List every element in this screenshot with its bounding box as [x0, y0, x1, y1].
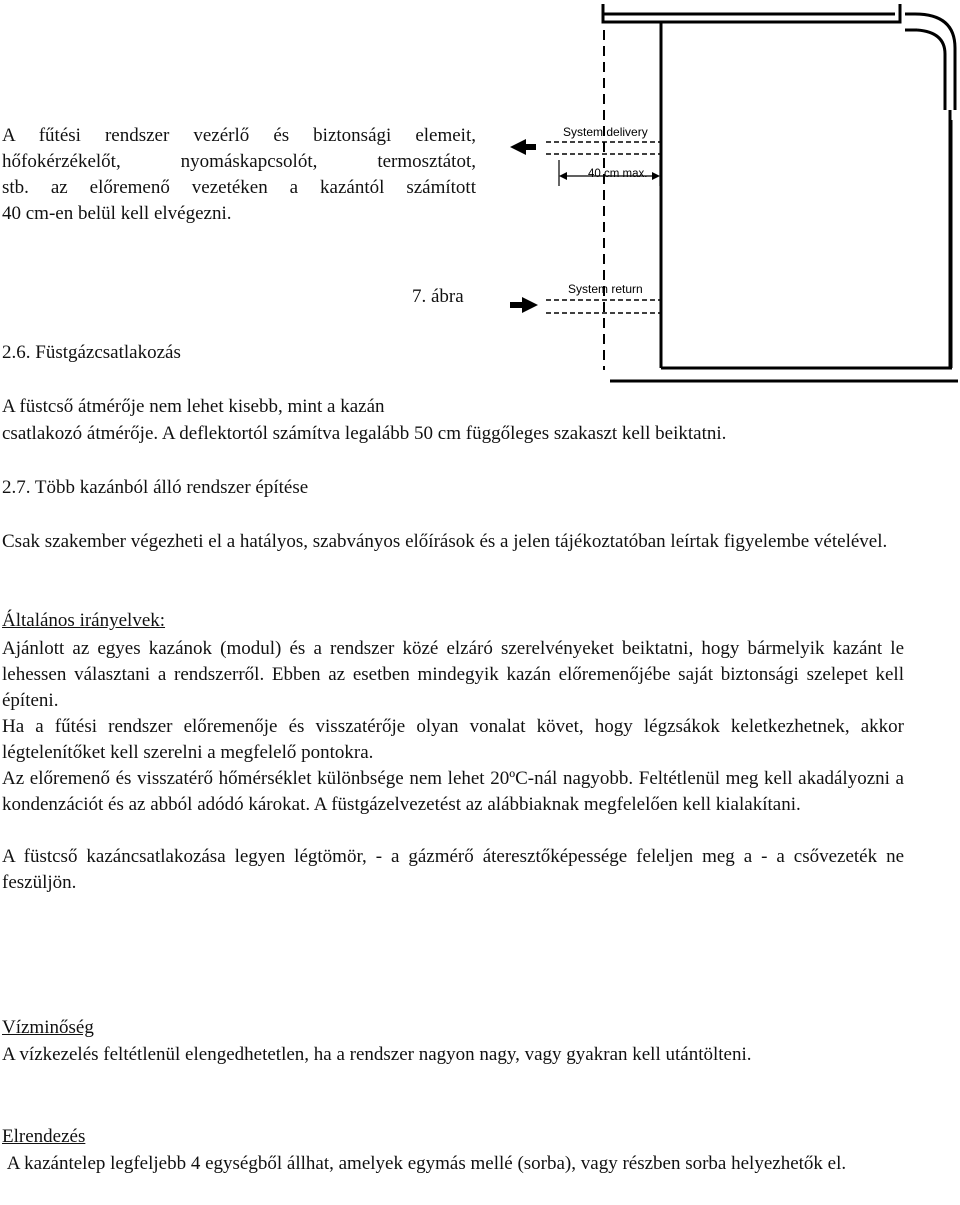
section-2-6-line: csatlakozó átmérője. A deflektortól számítva legalább 50 cm függőleges szakaszt kell beiktatni. [2, 423, 727, 444]
intro-paragraph [2, 123, 476, 227]
section-2-7-intro: Csak szakember végezheti el a hatályos, szabványos előírások és a jelen tájékoztatóban leírtak figyelembe vételével. [2, 531, 888, 552]
guideline-paragraph: A füstcső kazáncsatlakozása legyen légtömör, - a gázmérő áteresztőképessége feleljen meg a - a csővezeték ne feszüljön. [2, 846, 904, 893]
section-2-6-heading: 2.6. Füstgázcsatlakozás [2, 342, 181, 363]
boiler-connection-diagram [500, 0, 960, 384]
arrow-right-icon [510, 297, 538, 313]
system-return-label: System return [568, 282, 643, 296]
intro-line: 40 cm-en belül kell elvégezni. [2, 203, 232, 224]
guideline-paragraph: Ajánlott az egyes kazánok (modul) és a rendszer közé elzáró szerelvényeket beiktatni, hogy bármelyik kazánt le lehessen választani a rendszerről. Ebben az esetben mindegyik kazán előremenőjébe saját biztonsági szelepet kell építeni. [2, 638, 904, 711]
guidelines-title: Általános irányelvek: [2, 610, 166, 631]
intro-line: A fűtési rendszer vezérlő és biztonsági elemeit, [2, 125, 476, 146]
water-quality-title: Vízminőség [2, 1017, 94, 1038]
boiler-body [661, 22, 952, 368]
layout-text: A kazántelep legfeljebb 4 egységből állhat, amelyek egymás mellé (sorba), vagy részben sorba helyezhetők el. [2, 1153, 847, 1174]
distance-label: 40 cm max. [588, 168, 648, 180]
guideline-paragraph: Ha a fűtési rendszer előremenője és visszatérője olyan vonalat követ, hogy légzsákok keletkezhetnek, akkor légtelenítőket kell szerelni a megfelelő pontokra. [2, 716, 904, 763]
guidelines-body [2, 636, 904, 896]
guideline-paragraph: Az előremenő és visszatérő hőmérséklet különbsége nem lehet 20ºC-nál nagyobb. Feltétlenül meg kell akadályozni a kondenzációt és az abból adódó károkat. A füstgázelvezetést az alábbiaknak megfelelően kell kialakítani. [2, 768, 904, 815]
layout-title: Elrendezés [2, 1126, 86, 1147]
section-2-6-line: A füstcső átmérője nem lehet kisebb, mint a kazán [2, 396, 385, 417]
boiler-top-pipe [603, 4, 955, 110]
system-delivery-label: System delivery [563, 125, 648, 139]
intro-line: hőfokérzékelőt, nyomáskapcsolót, termosztátot, [2, 151, 476, 172]
figure-caption: 7. ábra [412, 286, 464, 307]
section-2-6-text [2, 394, 942, 447]
water-quality-text: A vízkezelés feltétlenül elengedhetetlen, ha a rendszer nagyon nagy, vagy gyakran kell utántölteni. [2, 1044, 752, 1065]
arrow-left-icon [510, 139, 536, 155]
section-2-7-heading: 2.7. Több kazánból álló rendszer építése [2, 477, 309, 498]
intro-line: stb. az előremenő vezetéken a kazántól számított [2, 177, 476, 198]
